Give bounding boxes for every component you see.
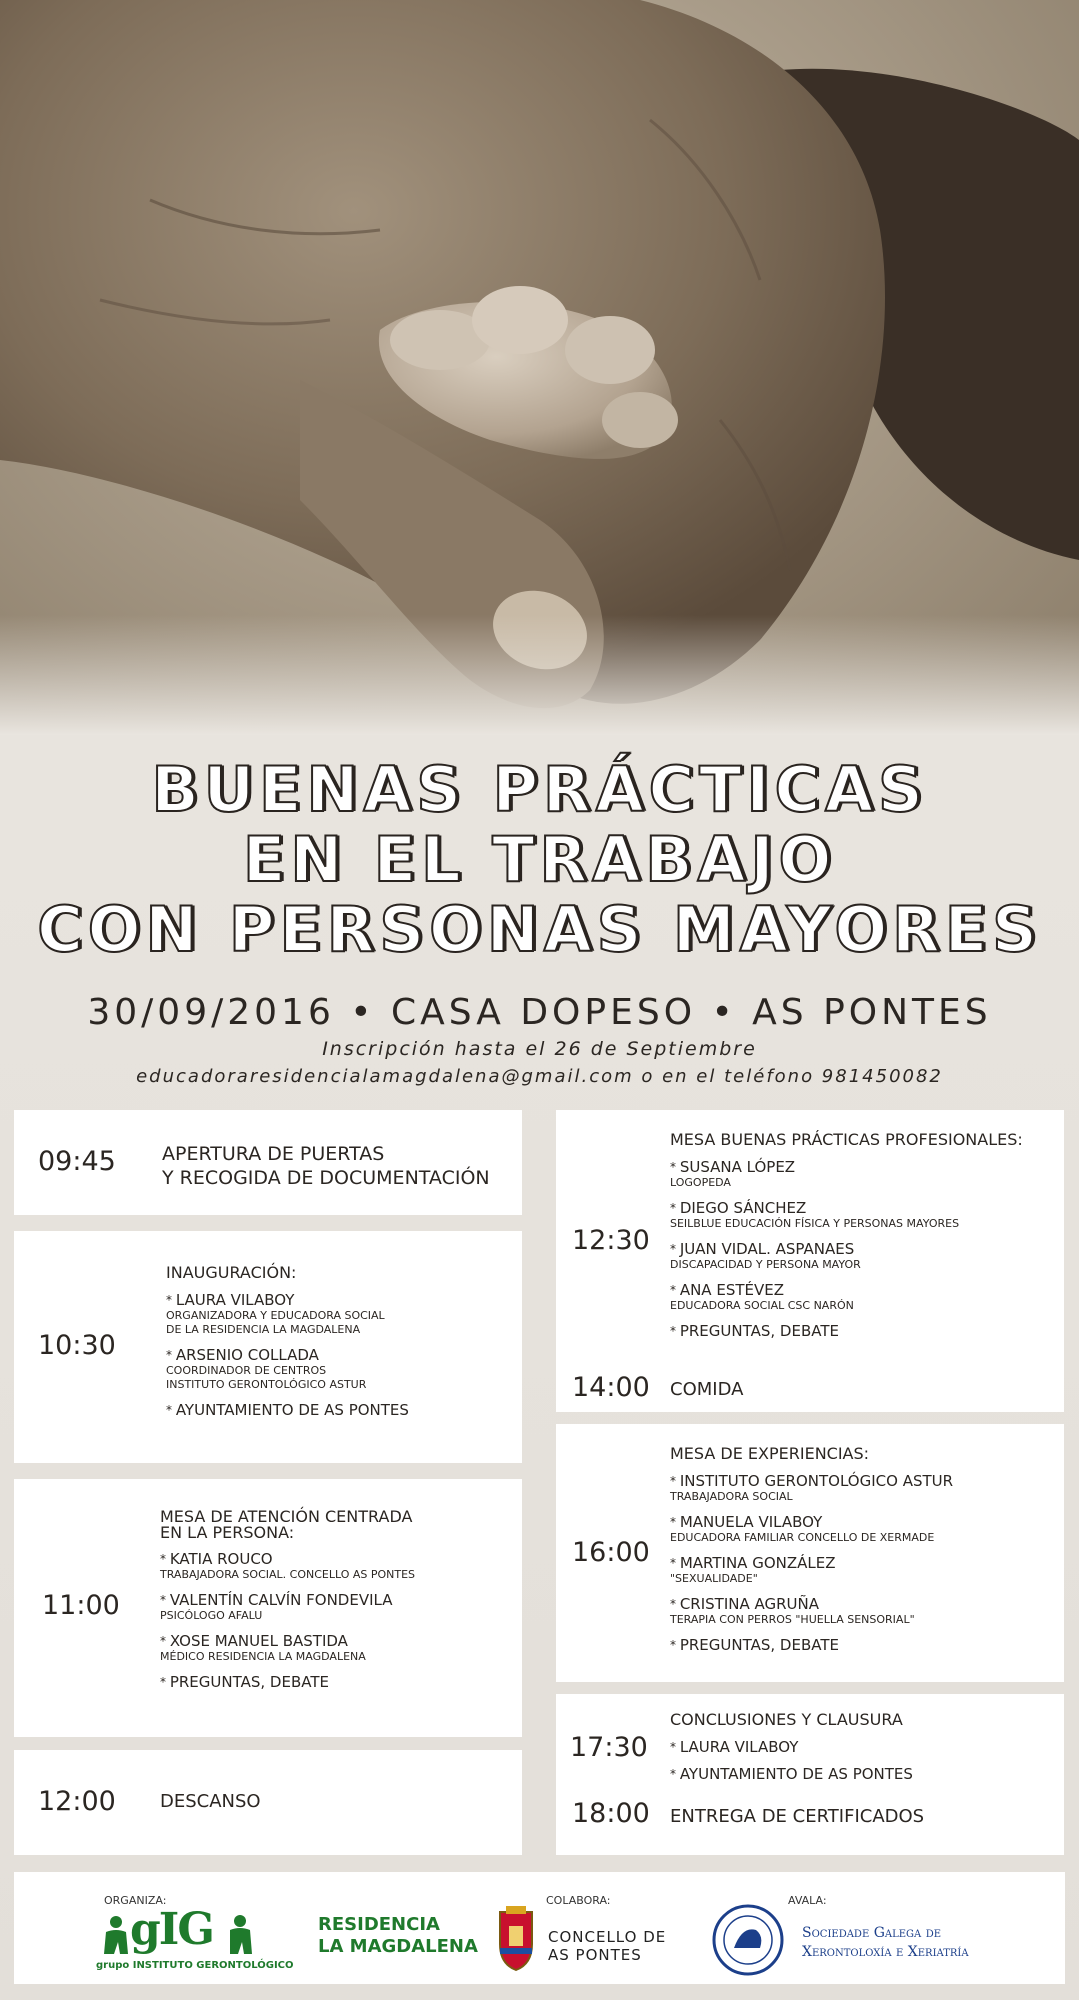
speaker-role: TRABAJADORA SOCIAL. CONCELLO AS PONTES bbox=[160, 1568, 416, 1581]
speaker-name: * LAURA VILABOY bbox=[670, 1738, 913, 1756]
speaker-name: * ARSENIO COLLADA bbox=[166, 1346, 409, 1364]
time-label: 17:30 bbox=[570, 1732, 648, 1763]
speaker-role: EDUCADORA SOCIAL CSC NARÓN bbox=[670, 1299, 854, 1312]
avala-label: AVALA: bbox=[788, 1894, 827, 1907]
speaker-name: * MANUELA VILABOY bbox=[670, 1513, 953, 1531]
event-date-location: 30/09/2016 • CASA DOPESO • AS PONTES bbox=[87, 992, 992, 1033]
session-text bbox=[160, 1790, 261, 1814]
registration-deadline: Inscripción hasta el 26 de Septiembre bbox=[322, 1038, 757, 1060]
session-text bbox=[670, 1805, 924, 1829]
colabora-label: COLABORA: bbox=[546, 1894, 611, 1907]
session-heading: CONCLUSIONES Y CLAUSURA bbox=[670, 1710, 903, 1729]
organiza-label: ORGANIZA: bbox=[104, 1894, 167, 1907]
session-heading: MESA BUENAS PRÁCTICAS PROFESIONALES: bbox=[670, 1130, 1023, 1149]
speaker-name: * AYUNTAMIENTO DE AS PONTES bbox=[166, 1401, 409, 1419]
title-line-3: CON PERSONAS MAYORES bbox=[37, 893, 1042, 966]
speaker-name: * CRISTINA AGRUÑA bbox=[670, 1595, 953, 1613]
speaker-name: * LAURA VILABOY bbox=[166, 1291, 409, 1309]
title-line-2: EN EL TRABAJO bbox=[242, 823, 837, 896]
session-label: ENTREGA DE CERTIFICADOS bbox=[670, 1806, 925, 1827]
session-text bbox=[160, 1509, 415, 1691]
speaker-name: * INSTITUTO GERONTOLÓGICO ASTUR bbox=[670, 1472, 953, 1490]
session-heading: MESA DE ATENCIÓN CENTRADA bbox=[160, 1507, 413, 1526]
speaker-role: DE LA RESIDENCIA LA MAGDALENA bbox=[166, 1323, 361, 1336]
contact-info: educadoraresidencialamagdalena@gmail.com o en el teléfono 981450082 bbox=[136, 1066, 943, 1087]
session-label: COMIDA bbox=[670, 1379, 744, 1400]
speaker-name: * SUSANA LÓPEZ bbox=[670, 1158, 1023, 1176]
gig-caption: grupo INSTITUTO GERONTOLÓGICO bbox=[96, 1960, 294, 1971]
speaker-role: SEILBLUE EDUCACIÓN FÍSICA Y PERSONAS MAYORES bbox=[670, 1217, 960, 1230]
hero-photo-hands bbox=[0, 0, 1079, 735]
agenda-card-1600 bbox=[556, 1424, 1064, 1682]
elderly-couple-icon bbox=[226, 1914, 262, 1958]
concello-line-1: CONCELLO DE bbox=[548, 1928, 667, 1946]
speaker-name: * PREGUNTAS, DEBATE bbox=[670, 1636, 953, 1654]
session-text bbox=[670, 1710, 913, 1783]
speaker-role: MÉDICO RESIDENCIA LA MAGDALENA bbox=[160, 1650, 366, 1663]
speaker-role: "SEXUALIDADE" bbox=[670, 1572, 758, 1585]
session-line-2: Y RECOGIDA DE DOCUMENTACIÓN bbox=[162, 1167, 490, 1189]
speaker-name: * ANA ESTÉVEZ bbox=[670, 1281, 1023, 1299]
speaker-name: * JUAN VIDAL. ASPANAES bbox=[670, 1240, 1023, 1258]
time-label: 18:00 bbox=[572, 1798, 650, 1829]
agenda-card-1100 bbox=[14, 1479, 522, 1737]
sociedade-line-2: Xerontoloxía e Xeriatría bbox=[802, 1944, 969, 1960]
time-label: 12:30 bbox=[572, 1225, 650, 1256]
sociedade-seal-icon bbox=[712, 1904, 784, 1976]
speaker-name: * KATIA ROUCO bbox=[160, 1550, 415, 1568]
speaker-role: LOGOPEDA bbox=[670, 1176, 731, 1189]
sponsors-footer bbox=[14, 1872, 1065, 1984]
speaker-name: * MARTINA GONZÁLEZ bbox=[670, 1554, 953, 1572]
time-label: 16:00 bbox=[572, 1537, 650, 1568]
time-label: 10:30 bbox=[38, 1330, 116, 1361]
time-label: 11:00 bbox=[42, 1590, 120, 1621]
speaker-role: DISCAPACIDAD Y PERSONA MAYOR bbox=[670, 1258, 861, 1271]
time-label: 12:00 bbox=[38, 1786, 116, 1817]
session-text bbox=[670, 1378, 743, 1402]
agenda-card-1030 bbox=[14, 1231, 522, 1463]
concello-logo-text bbox=[548, 1928, 666, 1964]
sociedade-line-1: Sociedade Galega de bbox=[802, 1925, 942, 1941]
speaker-name: * PREGUNTAS, DEBATE bbox=[670, 1322, 1023, 1340]
speaker-role: PSICÓLOGO AFALU bbox=[160, 1609, 263, 1622]
residencia-logo bbox=[318, 1914, 478, 1958]
residencia-line-2: LA MAGDALENA bbox=[318, 1936, 478, 1957]
poster-title bbox=[0, 755, 1079, 965]
speaker-role: COORDINADOR DE CENTROS bbox=[166, 1364, 327, 1377]
speaker-name: * DIEGO SÁNCHEZ bbox=[670, 1199, 1023, 1217]
agenda-card-1230 bbox=[556, 1110, 1064, 1412]
gig-logo-text: gIG bbox=[130, 1904, 213, 1955]
session-line-1: APERTURA DE PUERTAS bbox=[162, 1143, 385, 1165]
concello-line-2: AS PONTES bbox=[548, 1946, 642, 1964]
agenda-card-1730 bbox=[556, 1694, 1064, 1855]
speaker-name: * VALENTÍN CALVÍN FONDEVILA bbox=[160, 1591, 415, 1609]
time-label: 09:45 bbox=[38, 1146, 116, 1177]
speaker-name: * XOSE MANUEL BASTIDA bbox=[160, 1632, 415, 1650]
agenda-card-1200 bbox=[14, 1750, 522, 1855]
speaker-name: * PREGUNTAS, DEBATE bbox=[160, 1673, 415, 1691]
speaker-role: TRABAJADORA SOCIAL bbox=[670, 1490, 793, 1503]
session-text bbox=[162, 1142, 490, 1190]
speaker-role: ORGANIZADORA Y EDUCADORA SOCIAL bbox=[166, 1309, 385, 1322]
sociedade-logo-text bbox=[802, 1924, 969, 1962]
session-text bbox=[166, 1263, 409, 1419]
speaker-role: INSTITUTO GERONTOLÓGICO ASTUR bbox=[166, 1378, 367, 1391]
session-text bbox=[670, 1130, 1023, 1340]
session-heading: EN LA PERSONA: bbox=[160, 1523, 295, 1542]
speaker-role: EDUCADORA FAMILIAR CONCELLO DE XERMADE bbox=[670, 1531, 935, 1544]
session-heading: MESA DE EXPERIENCIAS: bbox=[670, 1444, 870, 1463]
agenda-card-0945 bbox=[14, 1110, 522, 1215]
gig-logo bbox=[96, 1904, 294, 1974]
session-text bbox=[670, 1444, 953, 1654]
title-line-1: BUENAS PRÁCTICAS bbox=[151, 753, 928, 826]
residencia-line-1: RESIDENCIA bbox=[318, 1914, 440, 1935]
session-label: DESCANSO bbox=[160, 1791, 261, 1812]
concello-crest-icon bbox=[494, 1904, 538, 1974]
speaker-name: * AYUNTAMIENTO DE AS PONTES bbox=[670, 1765, 913, 1783]
hero-fade bbox=[0, 615, 1079, 735]
session-heading: INAUGURACIÓN: bbox=[166, 1263, 297, 1282]
speaker-role: TERAPIA CON PERROS "HUELLA SENSORIAL" bbox=[670, 1613, 915, 1626]
time-label: 14:00 bbox=[572, 1372, 650, 1403]
